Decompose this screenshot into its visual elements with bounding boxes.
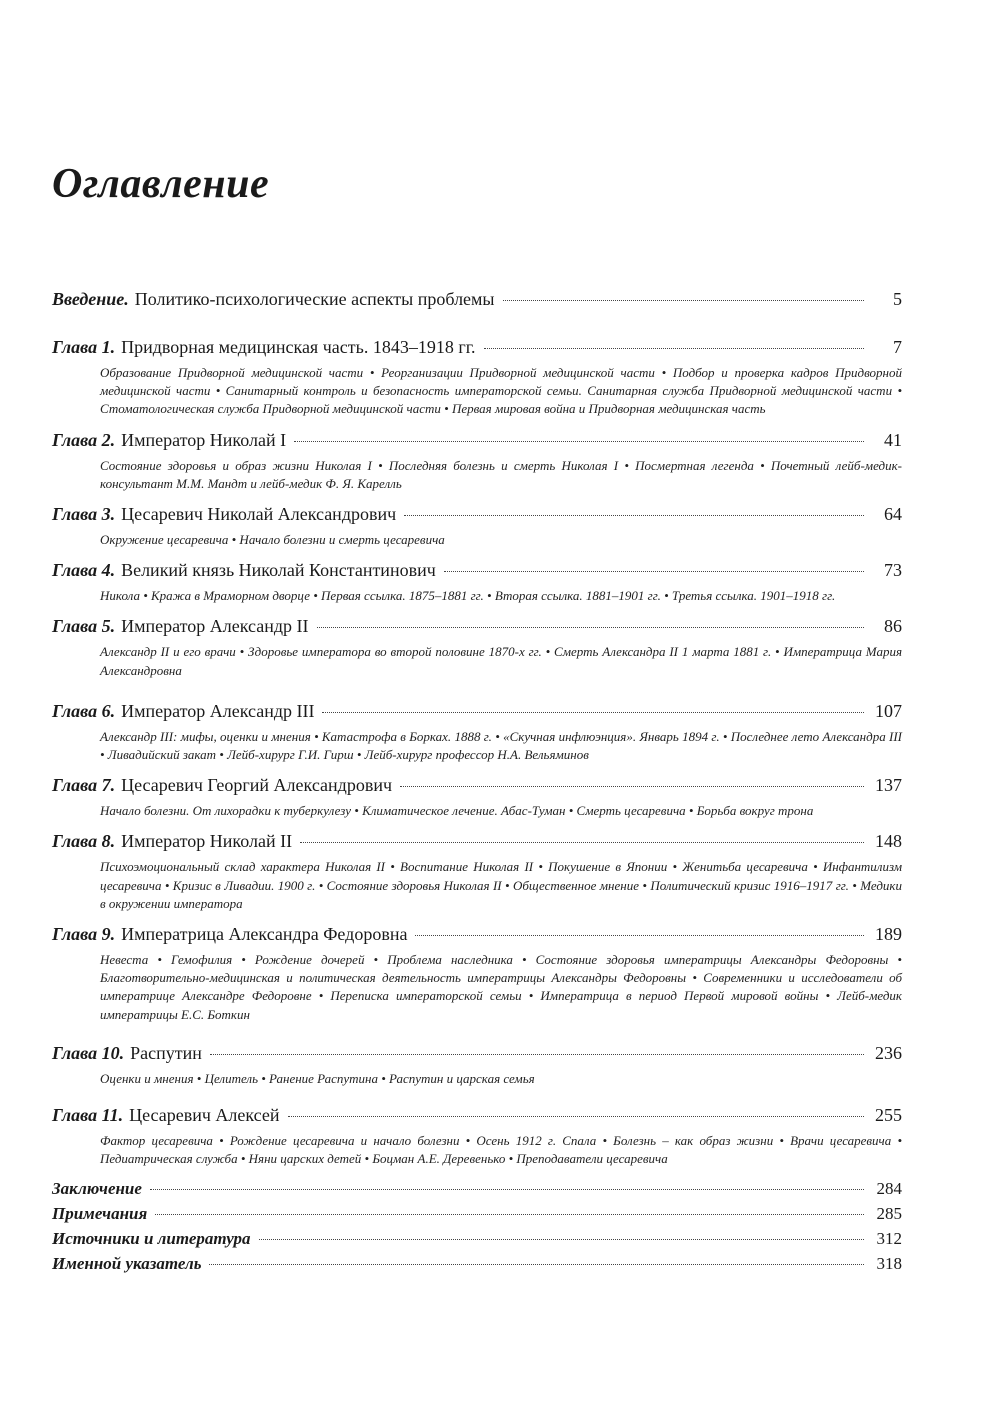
dot-leader [503, 300, 864, 301]
toc-entry-heading [52, 288, 902, 310]
dot-leader [150, 1189, 864, 1190]
entry-label: Глава 6. [52, 700, 116, 721]
toc-entry-heading [52, 503, 902, 525]
entry-label: Источники и литература [52, 1229, 251, 1249]
toc-entry-heading [52, 559, 902, 581]
entry-label: Примечания [52, 1204, 148, 1224]
chapter-topics: Образование Придворной медицинской части • Реорганизации Придворной медицинской части • Подбор и проверка кадров Придворной медицинской части • Санитарный контроль и безопасность императорской семьи. Санитарная служба Придворной медицинской части • Стоматологическая служба Придворной медицинской части • Первая мировая война и Придворная медицинская часть [100, 365, 902, 417]
entry-title: Император Николай II [121, 831, 293, 852]
dot-leader [415, 935, 864, 936]
dot-leader [400, 786, 864, 787]
entry-title: Политико-психологические аспекты проблемы [134, 289, 495, 309]
table-of-contents [52, 288, 902, 1276]
toc-entry-heading [52, 1104, 902, 1126]
toc-entry-chapter-7 [52, 774, 902, 820]
entry-title: Придворная медицинская часть. 1843–1918 гг. [121, 337, 476, 357]
toc-entry-chapter-4 [52, 559, 902, 605]
entry-label: Заключение [52, 1179, 142, 1199]
page-number: 41 [884, 429, 902, 450]
entry-label: Глава 3. [52, 504, 116, 525]
dot-leader [259, 1239, 864, 1240]
toc-entry-chapter-3 [52, 503, 902, 549]
chapter-topics: Фактор цесаревича • Рождение цесаревича и начало болезни • Осень 1912 г. Спала • Болезнь – как образ жизни • Врачи цесаревича • Педиатрическая служба • Няни царских детей • Боцман А.Е. Деревенько • Преподаватели цесаревича [100, 1133, 902, 1167]
dot-leader [484, 348, 864, 349]
entry-label: Глава 7. [52, 775, 116, 796]
page-number: 5 [893, 289, 902, 309]
entry-title: Император Николай I [121, 429, 287, 450]
toc-entry-notes [52, 1201, 902, 1226]
entry-title: Император Александр III [121, 700, 315, 721]
toc-entry-chapter-1 [52, 336, 902, 419]
entry-label: Глава 11. [52, 1105, 124, 1126]
dot-leader [209, 1264, 864, 1265]
page-number: 137 [875, 775, 902, 796]
page-number: 189 [875, 924, 902, 945]
toc-entry-heading [52, 923, 902, 945]
entry-label: Глава 9. [52, 924, 116, 945]
chapter-topics: Оценки и мнения • Целитель • Ранение Распутина • Распутин и царская семья [100, 1070, 535, 1086]
entry-label: Введение. [52, 289, 129, 309]
chapter-topics: Невеста • Гемофилия • Рождение дочерей • Проблема наследника • Состояние здоровья императрицы Александры Федоровны • Благотворительно-медицинская и политическая деятельность императрицы Александры Федоровны • Современники и исследователи об императрице Александре Федоровне • Переписка императорской семьи • Императрица в период Первой мировой войны • Лейб-медик императрицы Е.С. Боткин [100, 952, 902, 1022]
dot-leader [155, 1214, 864, 1215]
chapter-topics: Психоэмоциональный склад характера Николая II • Воспитание Николая II • Покушение в Японии • Женитьба цесаревича • Инфантилизм цесаревича • Кризис в Ливадии. 1900 г. • Состояние здоровья Николая II • Общественное мнение • Политический кризис 1916–1917 гг. • Медики в окружении императора [100, 859, 902, 911]
toc-entry-chapter-10 [52, 1042, 902, 1088]
chapter-topics: Состояние здоровья и образ жизни Николая I • Последняя болезнь и смерть Николая I • Посмертная легенда • Почетный лейб-медик-консультант М.М. Мандт и лейб-медик Ф. Я. Карелль [100, 457, 902, 491]
toc-entry-heading [52, 615, 902, 637]
dot-leader [444, 571, 864, 572]
page-number: 318 [876, 1254, 902, 1274]
entry-label: Глава 8. [52, 831, 116, 852]
entry-title: Императрица Александра Федоровна [121, 924, 408, 945]
toc-entry-heading [52, 1042, 902, 1064]
toc-entry-name-index [52, 1251, 902, 1276]
chapter-topics: Александр III: мифы, оценки и мнения • Катастрофа в Борках. 1888 г. • «Скучная инфлюэнция». Январь 1894 г. • Последнее лето Александра III • Ливадийский закат • Лейб-хирург Г.И. Гирш • Лейб-хирург профессор Н.А. Вельяминов [100, 728, 902, 763]
toc-entry-chapter-6 [52, 700, 902, 764]
page-number: 148 [875, 831, 902, 852]
dot-leader [294, 441, 864, 442]
toc-entry-chapter-9 [52, 923, 902, 1024]
page-number: 236 [875, 1042, 902, 1063]
toc-entry-chapter-8 [52, 830, 902, 913]
page-number: 284 [876, 1179, 902, 1199]
dot-leader [288, 1116, 865, 1117]
dot-leader [322, 712, 864, 713]
chapter-topics: Никола • Кража в Мраморном дворце • Первая ссылка. 1875–1881 гг. • Вторая ссылка. 1881–1901 гг. • Третья ссылка. 1901–1918 гг. [100, 588, 836, 604]
dot-leader [404, 515, 864, 516]
entry-title: Распутин [130, 1042, 202, 1063]
chapter-topics: Начало болезни. От лихорадки к туберкулезу • Климатическое лечение. Абас-Туман • Смерть цесаревича • Борьба вокруг трона [100, 803, 814, 819]
page-number: 86 [884, 616, 902, 637]
page-number: 7 [893, 337, 902, 357]
page-number: 285 [876, 1204, 902, 1224]
toc-entry-heading [52, 336, 902, 358]
toc-entry-sources [52, 1226, 902, 1251]
toc-entry-chapter-5 [52, 615, 902, 679]
entry-label: Глава 5. [52, 616, 116, 637]
entry-title: Великий князь Николай Константинович [121, 560, 436, 581]
entry-title: Цесаревич Алексей [129, 1105, 280, 1126]
toc-entry-heading [52, 774, 902, 796]
chapter-topics: Окружение цесаревича • Начало болезни и смерть цесаревича [100, 532, 445, 548]
page-number: 312 [876, 1229, 902, 1249]
chapter-topics: Александр II и его врачи • Здоровье императора во второй половине 1870-х гг. • Смерть Александра II 1 марта 1881 г. • Императрица Мария Александровна [100, 644, 902, 678]
dot-leader [210, 1054, 864, 1055]
toc-entry-chapter-2 [52, 429, 902, 493]
page-number: 73 [884, 560, 902, 581]
page-number: 255 [875, 1105, 902, 1126]
page-number: 107 [875, 700, 902, 721]
page-title: Оглавление [52, 161, 270, 207]
toc-entry-heading [52, 700, 902, 722]
entry-label: Именной указатель [52, 1254, 202, 1274]
toc-entry-intro [52, 288, 902, 310]
entry-title: Цесаревич Николай Александрович [121, 504, 397, 525]
dot-leader [300, 842, 864, 843]
entry-label: Глава 4. [52, 560, 116, 581]
entry-label: Глава 2. [52, 429, 116, 450]
toc-entry-heading [52, 429, 902, 451]
dot-leader [317, 627, 865, 628]
toc-entry-conclusion [52, 1176, 902, 1201]
toc-entry-heading [52, 830, 902, 852]
entry-label: Глава 10. [52, 1042, 125, 1063]
entry-label: Глава 1. [52, 337, 116, 357]
page-number: 64 [884, 504, 902, 525]
entry-title: Цесаревич Георгий Александрович [121, 775, 393, 796]
toc-entry-chapter-11 [52, 1104, 902, 1168]
entry-title: Император Александр II [121, 616, 309, 637]
